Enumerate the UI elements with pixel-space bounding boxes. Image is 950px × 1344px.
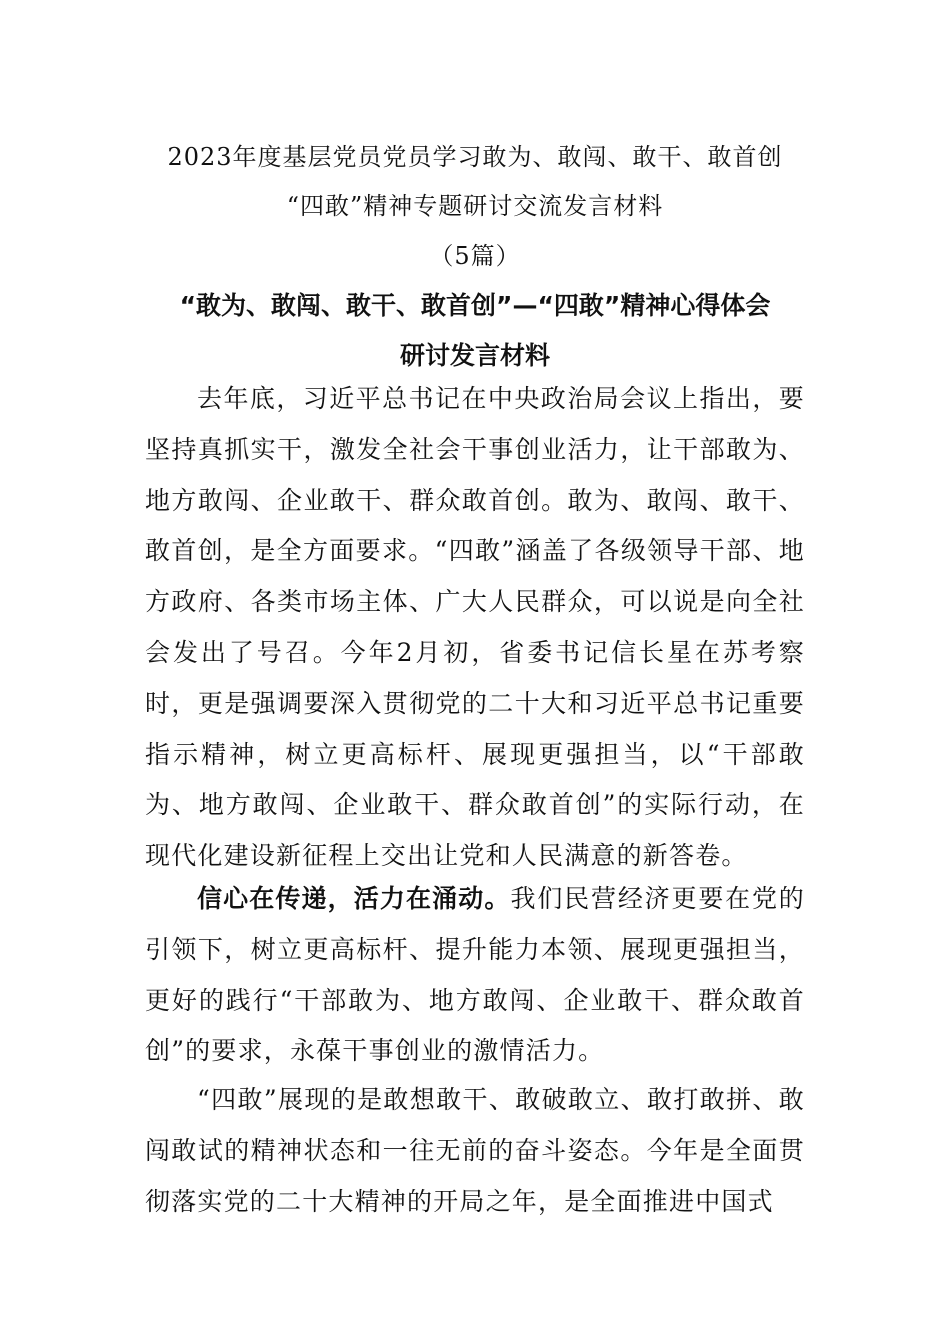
body-paragraph-1: 去年底，习近平总书记在中央政治局会议上指出，要坚持真抓实干，激发全社会干事创业活力，让干部敢为、地方敢闯、企业敢干、群众敢首创。敢为、敢闯、敢干、敢首创，是全方面要求。“四敢”涵盖了各级领导干部、地方政府、各类市场主体、广大人民群众，可以说是向全社会发出了号召。今年2月初，省委书记信长星在苏考察时，更是强调要深入贯彻党的二十大和习近平总书记重要指示精神，树立更高标杆、展现更强担当，以“干部敢为、地方敢闯、企业敢干、群众敢首创”的实际行动，在现代化建设新征程上交出让党和人民满意的新答卷。 — [145, 384, 805, 871]
document-title-count: （5篇） — [429, 242, 521, 270]
document-title-line-2: “四敢”精神专题研讨交流发言材料 — [286, 192, 664, 220]
paragraph-2-body: 我们民营经济更要在党的引领下，树立更高标杆、提升能力本领、展现更强担当，更好的践行“干部敢为、地方敢闯、企业敢干、群众敢首创”的要求，永葆干事创业的激情活力。 — [145, 884, 805, 1066]
section-heading-line-1: “敢为、敢闯、敢干、敢首创”—“四敢”精神心得体会 — [179, 291, 771, 320]
section-heading-line-2: 研讨发言材料 — [399, 341, 550, 370]
body-paragraph-2 — [145, 874, 805, 1077]
document-title-line-1: 2023年度基层党员党员学习敢为、敢闯、敢干、敢首创 — [167, 143, 783, 171]
paragraph-2-lead: 信心在传递，活力在涌动。 — [197, 884, 511, 913]
body-paragraph-3: “四敢”展现的是敢想敢干、敢破敢立、敢打敢拼、敢闯敢试的精神状态和一往无前的奋斗姿态。今年是全面贯彻落实党的二十大精神的开局之年，是全面推进中国式 — [145, 1085, 805, 1216]
